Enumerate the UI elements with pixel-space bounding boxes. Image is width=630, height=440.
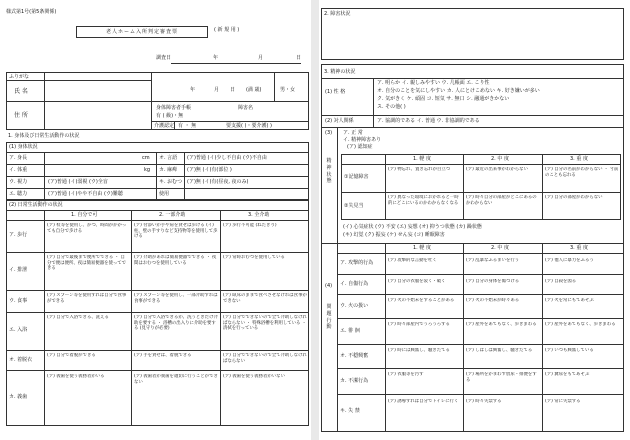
behavior-cell: (ア) 常に失禁する: [545, 399, 581, 404]
adl-row-label: ウ. 食事: [9, 298, 28, 304]
handbook-label: 身体障害者手帳: [156, 105, 192, 111]
behavior-cell: (ア) 誘導すれば自分でトイレに行く: [388, 399, 459, 404]
disability-label: 障害名: [238, 105, 254, 111]
behavior-cell: (ア) 火の不始末が時々ある: [466, 298, 520, 303]
mental-cell: (ア) 物忘れ、置き忘れが目立つ: [388, 167, 451, 172]
survey-year-unit: 年: [213, 55, 219, 61]
behavior-cell: (ア) 時には興奮し、騒ぎたてる: [388, 348, 450, 353]
adl-cell: (ア) 自分でできないので全て介助しなければならない: [223, 353, 307, 364]
relations-label: (2) 対人関係: [325, 118, 354, 124]
survey-month-unit: 月: [258, 55, 264, 61]
form-title: 老人ホーム入所判定審査票: [76, 26, 208, 38]
behavior-cell: (ア) 場所をかまわず放尿・排便をする: [466, 372, 537, 383]
right-page: [321, 8, 624, 432]
behavior-cell: (ア) 火を常にもてあそぶ: [545, 298, 594, 303]
body-row-item2: 使用: [159, 191, 170, 197]
birth-day: 日: [230, 87, 236, 93]
body-row-unit: cm: [142, 155, 150, 161]
birth-year: 年: [190, 87, 196, 93]
name-label: 氏 名: [14, 88, 28, 95]
new-label: ( 新 規 用 ): [214, 27, 240, 33]
adl-cell: (ア) 臥床のままで食べさせなければ食事ができない: [223, 293, 307, 304]
mental-status-option: (ア) 認知症: [347, 144, 373, 150]
behavior-num: (4): [325, 283, 333, 289]
sex: 男・女: [280, 87, 296, 93]
adl-cell: (ア) 義歯者が義歯を適切に行うことができない: [134, 374, 218, 385]
adl-cell: (ア) 自分でできないので全て介助しなければならない ・ 特殊浴槽を利用している ・ 清拭を行っている: [223, 315, 307, 331]
adl-cell: (ア) 義歯を使う義務者がいる: [47, 374, 105, 379]
behavior-cell: (ア) 火の不始末をすることがある: [388, 298, 455, 303]
survey-date-label: 調査日: [156, 55, 172, 61]
personality-opts: ア. 明らか イ. 親しみやすい ウ. 几帳面 エ. こり性: [377, 80, 490, 86]
adl-cell: (ア) 自分で最後まで便所でできる ・ 自分で便は便所、夜は簡易便器を使ってできる: [47, 255, 127, 271]
body-row-item2: オ. 言語: [159, 155, 178, 161]
birth-month: 月: [214, 87, 220, 93]
behavior-cell: (ア) 屋外をあてもなく、歩きまわる: [545, 322, 616, 327]
behavior-cell: (ア) 自分の身体を傷つける: [466, 279, 520, 284]
personality-label: (1) 性 格: [325, 89, 346, 95]
age: (満 歳): [246, 87, 262, 93]
behavior-cell: (ア) 衣服等を汚す: [388, 372, 424, 377]
personality-opts: ク. 気がきく ケ. 頑固 コ. 短気 サ. 無口 シ. 融通がきかない: [377, 96, 510, 102]
behavior-cell: (ア) 時々部屋内でうろうろする: [388, 322, 450, 327]
body-row-opts: (ア)無 (イ)有(昼夜, 夜のみ): [187, 179, 249, 185]
mental-header: 1. 軽 度: [413, 156, 431, 162]
mental-cell: (ア) 異なった環境におかれると一時的にどこにいるのかわからなくなる: [388, 195, 459, 206]
adl-row-label: イ. 排泄: [9, 267, 28, 273]
adl-header: 3. 全介助: [248, 212, 270, 218]
disability-status-block: [321, 8, 624, 60]
mental-cell: (ア) 最近の出来事がわからない: [466, 167, 528, 172]
mental-cell: (ア) 時々自分の部屋がどこにあるのかわからない: [466, 195, 537, 206]
adl-header: 1. 自分で可: [71, 212, 98, 218]
adl-cell: (ア) 常時おむつを使用している: [223, 255, 285, 260]
body-row-opts: (ア)普通 (イ)少し不自由 (ウ)不自由: [187, 155, 267, 161]
adl-row-label: ア. 歩行: [9, 232, 28, 238]
body-row-label: イ. 体重: [9, 167, 28, 173]
behavior-cell: (ア) 攻撃的な言動を吐く: [388, 258, 437, 263]
page-gutter: [311, 0, 319, 440]
survey-day-unit: 日: [296, 55, 302, 61]
other-mental: (キ) 幻覚 (ク) 振妄 (ケ) せん妄 (コ) 睡眠障害: [343, 232, 445, 238]
behavior-cell: (ア) 他人に暴力をふるう: [545, 258, 594, 263]
mental-num: (3): [325, 130, 333, 136]
mental-header: 2. 中 度: [491, 156, 509, 162]
left-page: [6, 8, 309, 432]
section2-title: 2. 障害状況: [324, 11, 351, 17]
body-row-label: ア. 身長: [9, 155, 28, 161]
adl-cell: (ア) スプーン等を使用し、一部介助すれば食事ができる: [134, 293, 218, 304]
behavior-cell: (ア) いつも興奮している: [545, 348, 594, 353]
body-row-label: エ. 聴力: [9, 191, 28, 197]
adl-row-label: カ. 義歯: [9, 394, 28, 400]
adl-cell: (ア) 介助があれば簡易便器でできる ・ 夜間はおむつを使用している: [134, 255, 217, 266]
behavior-row-label: ア. 攻撃的行為: [340, 260, 374, 266]
behavior-row-label: ウ. 火の扱い: [340, 303, 369, 309]
adl-cell: (ア) 手を貸せば、着脱できる: [134, 353, 192, 358]
body-row-item2: キ. おむつ: [159, 179, 183, 185]
body-status-subtitle: (1) 身体状況: [9, 144, 38, 150]
body-row-opts: (ア)無 (イ)有(部位 ): [187, 167, 232, 173]
adl-cell: (ア) 自分で入浴できるが、洗うときだけ介助を要する ・ 浴槽の出入りに介助を要する (見守りが必要): [134, 315, 218, 331]
body-row-label: ウ. 視力: [9, 179, 28, 185]
personality-opts: ス. その他( ): [377, 104, 406, 110]
behavior-header: 3. 重 度: [570, 245, 588, 251]
address-label: 住 所: [14, 112, 28, 119]
personality-opts: オ. 自分のことを気にしやすい カ. 人にとけこめない キ. 好き嫌いが多い: [377, 88, 540, 94]
adl-cell: (ア) 付添いが手や肩を貸せば歩ける (イ) 柱、壁の手すりなど支持物等を使用して歩ける: [134, 223, 218, 239]
section3-title: 3. 精神の状況: [324, 69, 356, 75]
behavior-row-label: イ. 自傷行為: [340, 281, 369, 287]
adl-cell: (ア) 自分で着脱ができる: [47, 353, 96, 358]
behavior-cell: (ア) 糞尿をもてあそぶ: [545, 372, 590, 377]
behavior-vertical-label: 問題行動: [326, 304, 332, 331]
care-value: 有 ・ 無: [178, 123, 197, 129]
handbook-value: 有 ( 級)・無: [156, 113, 184, 119]
mental-row-label: ①記憶障害: [344, 174, 369, 180]
adl-row-label: オ. 着脱衣: [9, 357, 33, 363]
behavior-cell: (ア) 時々失禁する: [466, 399, 502, 404]
behavior-header: 1. 軽 度: [413, 245, 431, 251]
other-mental: (イ) 心気症状 (ウ) 不安 (エ) 妄想 (オ) 抑うつ状態 (カ) 躁状態: [343, 224, 482, 230]
body-row-unit: (ア)普通 (イ)弱視 (ウ)全盲: [48, 179, 108, 185]
adl-subtitle: (2) 日常生活動作の状況: [9, 202, 63, 208]
behavior-cell: (ア) 乱暴なふるまいを行う: [466, 258, 520, 263]
adl-cell: (ア) 歩行不可能 (ねたきり): [223, 223, 277, 228]
behavior-cell: (ア) 自殺を図る: [545, 279, 577, 284]
form-number: 様式第1号(第5条関係): [6, 9, 57, 15]
behavior-row-label: オ. 不穏興奮: [340, 353, 369, 359]
behavior-row-label: エ. 徘 徊: [340, 328, 360, 334]
relations-opts: ア. 協調的である イ. 普通 ウ. 非協調的である: [377, 118, 480, 124]
behavior-cell: (ア) 自分の衣服を裂く・破く: [388, 279, 446, 284]
behavior-cell: (ア) 屋外をあてもなく、歩きまわる: [466, 322, 537, 327]
mental-cell: (ア) 自分の部屋がわからない: [545, 195, 603, 200]
behavior-cell: (ア) しばしば興奮し、騒ぎたてる: [466, 348, 533, 353]
mental-cell: (ア) 自分の名前がわからない ・ 寸前のことも忘れる: [545, 167, 619, 178]
body-row-item2: カ. 麻痺: [159, 167, 178, 173]
mental-status-option: ア. 正 常: [343, 130, 363, 136]
adl-header: 2. 一部介助: [159, 212, 186, 218]
mental-vertical-label: 精神状態: [326, 158, 332, 185]
adl-row-label: エ. 入浴: [9, 327, 28, 333]
care-support: 要支援( )・要介護( ): [226, 123, 272, 129]
care-label: 介護認定: [154, 123, 175, 129]
body-row-unit: (ア)普通 (イ)やや不自由 (ウ)難聴: [48, 191, 123, 197]
adl-cell: (ア) スプーン等を使用すれば自分で食事ができる: [47, 293, 127, 304]
behavior-row-label: キ. 失 禁: [340, 408, 360, 414]
mental-status-option: イ. 精神障害あり: [343, 137, 382, 143]
adl-cell: (ア) 自分で入浴できる、洗える: [47, 315, 109, 320]
behavior-row-label: カ. 不潔行為: [340, 378, 369, 384]
adl-cell: (ア) 杖等を使用し、かつ、時間がかかっても自分で歩ける: [47, 223, 127, 234]
section1-title: 1. 身体及び日常生活動作の状況: [8, 133, 80, 139]
behavior-header: 2. 中 度: [491, 245, 509, 251]
mental-row-label: ②失見当: [344, 203, 364, 209]
body-row-unit: kg: [144, 167, 151, 173]
furigana-label: ふりがな: [9, 74, 30, 80]
adl-cell: (ア) 義歯を使う義務者がいない: [223, 374, 285, 379]
mental-header: 3. 重 度: [570, 156, 588, 162]
